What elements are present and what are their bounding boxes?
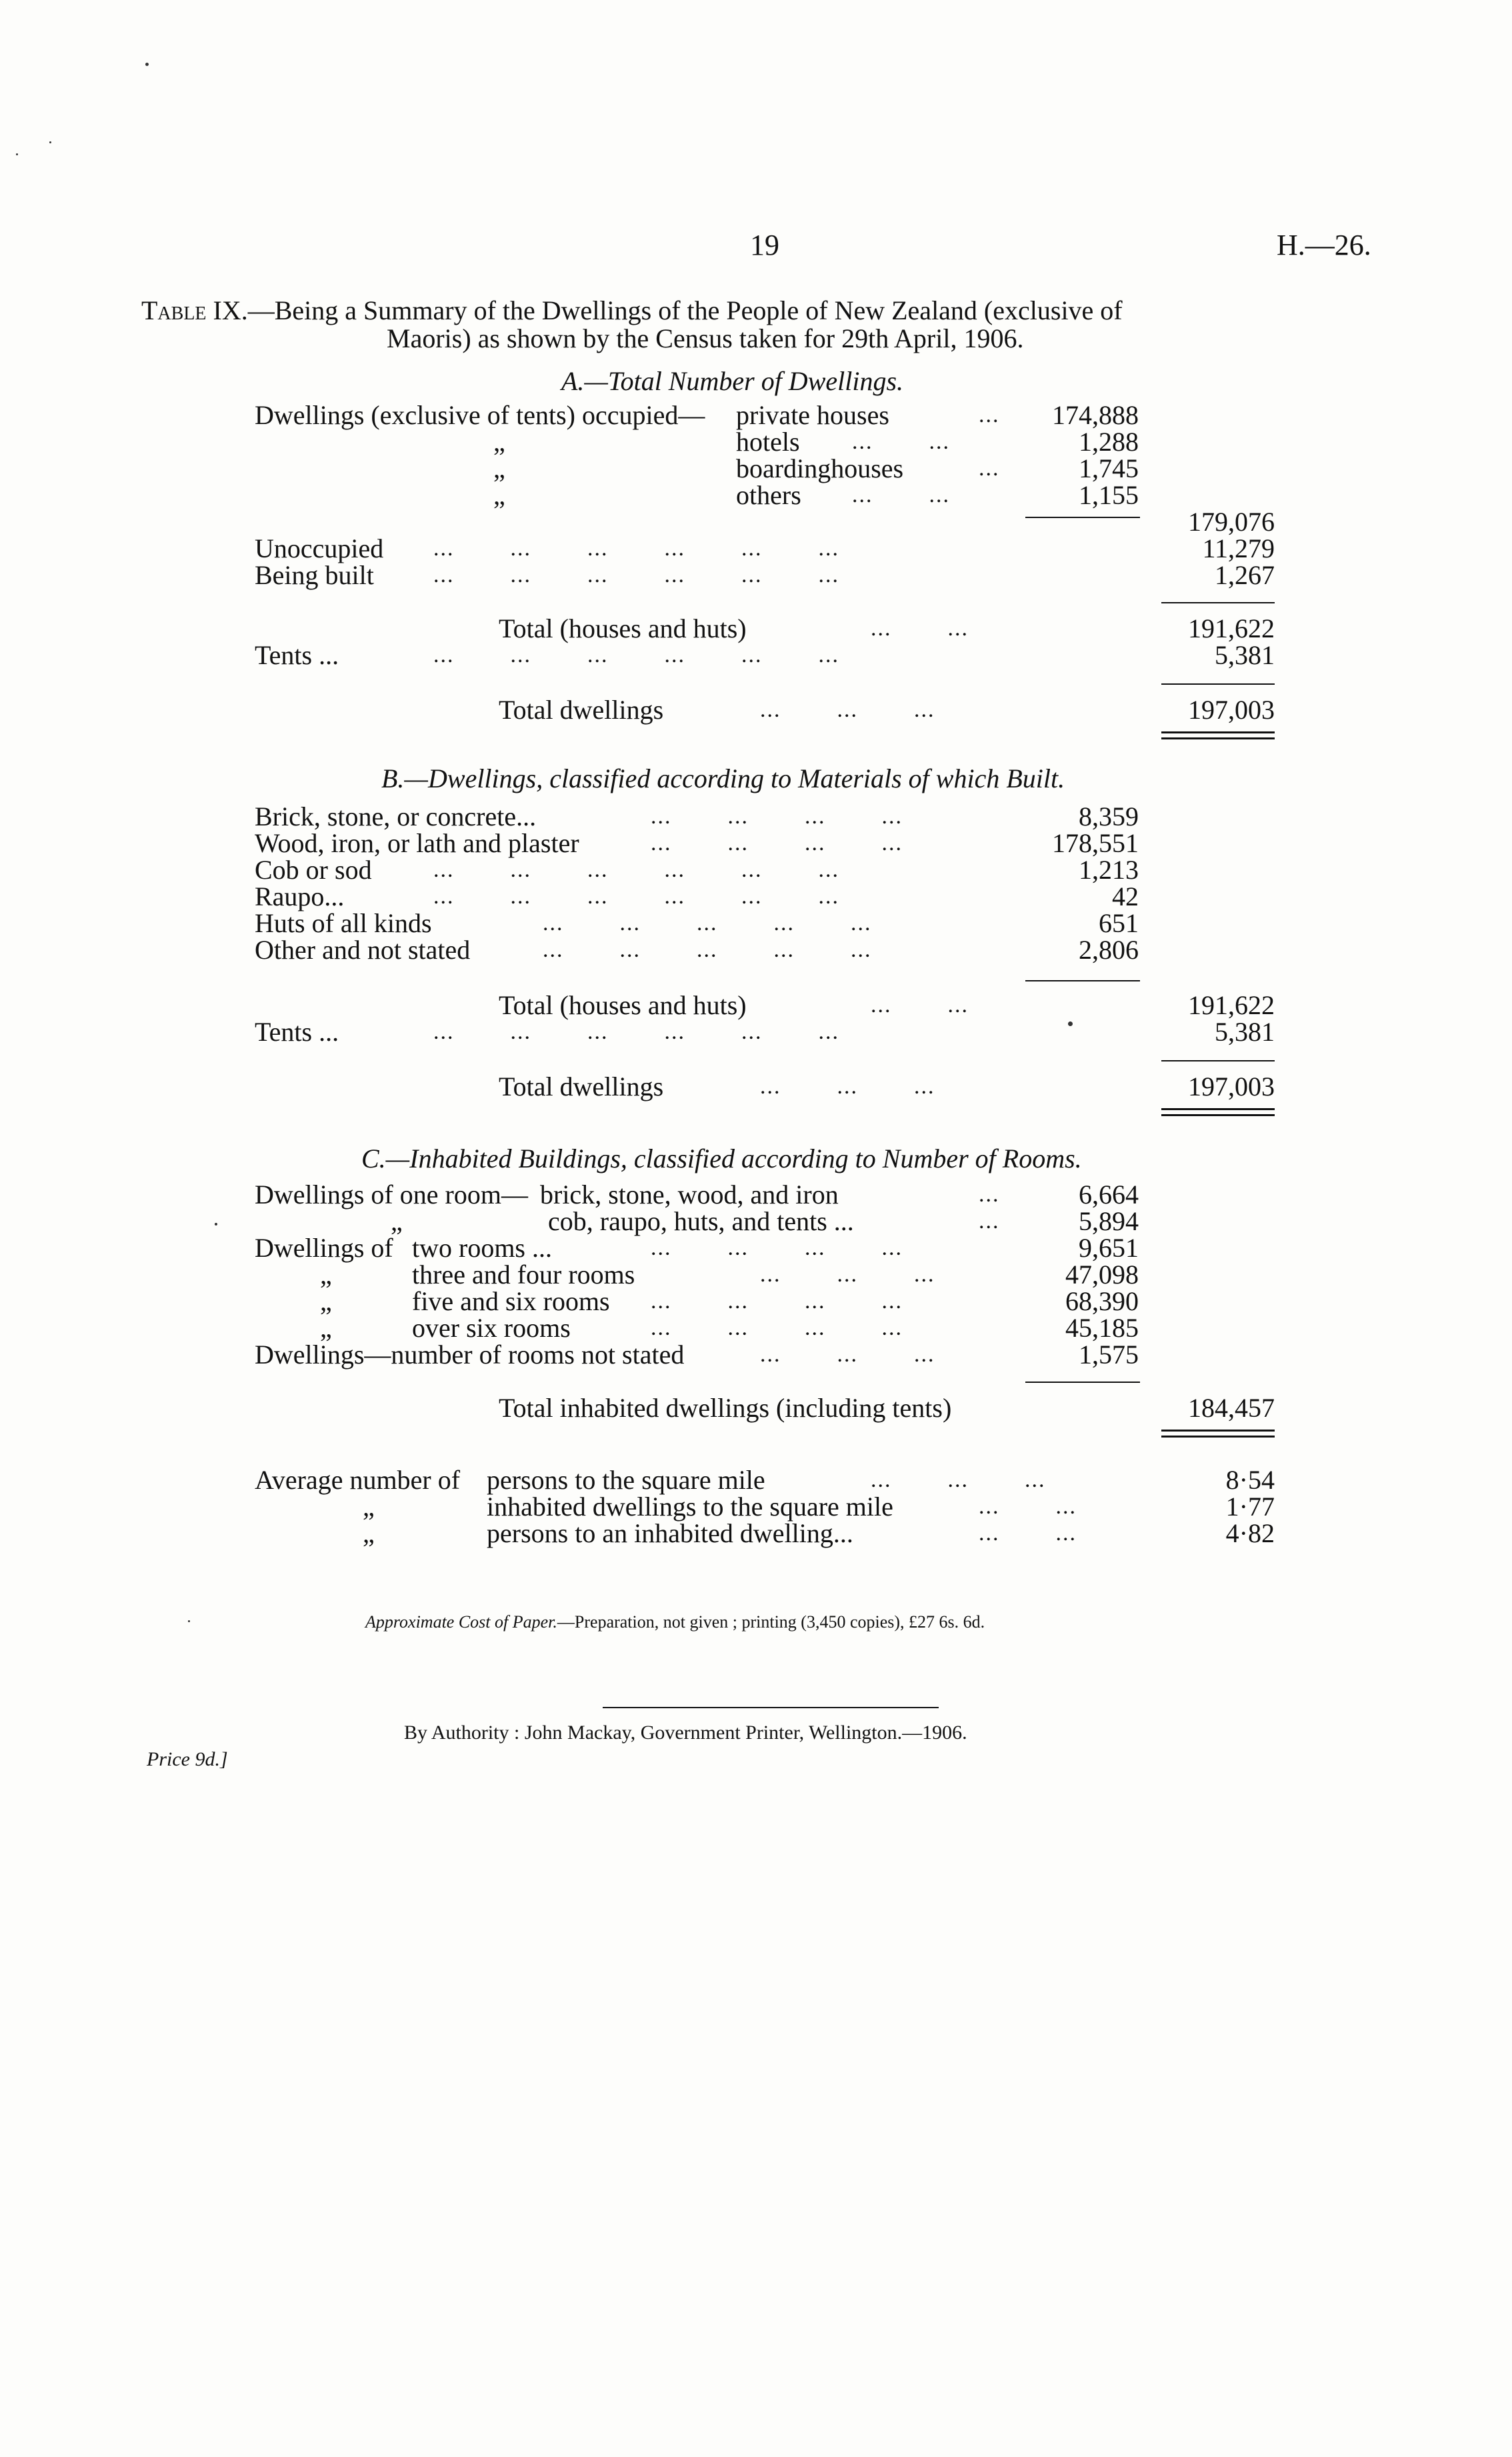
cost-note-text: —Preparation, not given ; printing (3,450 copies), £27 6s. 6d. <box>557 1612 985 1632</box>
one-room-label: Dwellings of one room— <box>255 1179 528 1209</box>
row-value: 45,185 <box>1065 1313 1139 1343</box>
total-inhabited-label: Total inhabited dwellings (including tents) <box>499 1393 952 1423</box>
row-label: five and six rooms <box>412 1286 610 1316</box>
leader-dots: ... ... ... ... ... <box>543 937 872 962</box>
row-label: hotels <box>736 427 800 457</box>
document-code: H.—26. <box>1277 229 1371 261</box>
leader-dots: ... ... <box>979 1521 1077 1546</box>
subtotal-rule <box>1025 517 1140 518</box>
not-stated-value: 1,575 <box>1079 1340 1139 1370</box>
leader-dots: ... ... ... ... ... ... <box>433 857 839 882</box>
row-value: 8,359 <box>1079 801 1139 831</box>
row-label: private houses <box>736 400 889 430</box>
cost-note-label: Approximate Cost of Paper. <box>365 1612 557 1632</box>
leader-dots: ... ... ... <box>760 1342 935 1367</box>
leader-dots: ... ... ... <box>760 1262 935 1287</box>
subtotal-rule <box>1025 1382 1140 1383</box>
scan-speck <box>49 141 51 143</box>
ditto-mark: „ <box>493 427 505 457</box>
scan-speck <box>215 1223 217 1225</box>
row-value: 9,651 <box>1079 1233 1139 1263</box>
average-row-value: 1·77 <box>1225 1492 1275 1522</box>
row-value: 1,213 <box>1079 855 1139 885</box>
authority-rule <box>603 1707 939 1708</box>
row-label: Raupo... <box>255 881 345 911</box>
total-rule <box>1161 1060 1275 1061</box>
tents-value: 5,381 <box>1215 640 1275 670</box>
average-row-label: persons to an inhabited dwelling... <box>487 1518 853 1548</box>
unoccupied-value: 11,279 <box>1202 533 1275 563</box>
row-value: 178,551 <box>1052 828 1139 858</box>
scan-speck <box>16 153 18 155</box>
average-row-value: 4·82 <box>1225 1518 1275 1548</box>
row-value: 174,888 <box>1052 400 1139 430</box>
row-value: 1,288 <box>1079 427 1139 457</box>
row-label: brick, stone, wood, and iron <box>540 1179 839 1209</box>
section-a-heading: A.—Total Number of Dwellings. <box>561 366 904 396</box>
section-b-heading: B.—Dwellings, classified according to Materials of which Built. <box>381 763 1065 793</box>
row-label: Wood, iron, or lath and plaster <box>255 828 579 858</box>
authority-line: By Authority : John Mackay, Government Printer, Wellington.—1906. <box>404 1722 967 1744</box>
row-value: 1,155 <box>1079 480 1139 510</box>
row-value: 42 <box>1112 881 1139 911</box>
rooms-lead-label: Dwellings of <box>255 1233 393 1263</box>
tents-label: Tents ... <box>255 640 339 670</box>
leader-dots: ... ... ... ... <box>651 831 903 855</box>
leader-dots: ... ... ... ... ... ... <box>433 884 839 909</box>
tents-value: 5,381 <box>1215 1017 1275 1047</box>
row-label: Brick, stone, or concrete... <box>255 801 537 831</box>
row-value: 2,806 <box>1079 935 1139 965</box>
row-value: 1,745 <box>1079 453 1139 483</box>
leader-dots: ... ... ... ... ... ... <box>433 563 839 587</box>
title-line-2: Maoris) as shown by the Census taken for 29th April, 1906. <box>387 323 1024 353</box>
being-built-label: Being built <box>255 560 374 590</box>
total-dwellings-label: Total dwellings <box>499 695 664 725</box>
total-dwellings-value: 197,003 <box>1188 1071 1275 1101</box>
table-title <box>141 297 1123 324</box>
occupied-total: 179,076 <box>1188 507 1275 537</box>
table-label: Table IX. <box>141 295 248 325</box>
ditto-mark: „ <box>493 453 505 483</box>
leader-dots: ... ... ... ... <box>651 1289 903 1314</box>
row-value: 6,664 <box>1079 1179 1139 1209</box>
row-label: over six rooms <box>412 1313 571 1343</box>
row-value: 47,098 <box>1065 1260 1139 1290</box>
ditto-mark: „ <box>493 480 505 510</box>
leader-dots: ... ... <box>852 483 950 507</box>
double-rule <box>1161 731 1275 733</box>
ditto-mark: „ <box>363 1492 375 1522</box>
double-rule <box>1161 737 1275 739</box>
row-label: two rooms ... <box>412 1233 552 1263</box>
ditto-mark: „ <box>391 1206 403 1236</box>
row-label: boardinghouses <box>736 453 904 483</box>
total-rule <box>1161 683 1275 685</box>
ditto-mark: „ <box>320 1313 332 1343</box>
leader-dots: ... ... ... <box>760 1074 935 1099</box>
double-rule <box>1161 1430 1275 1432</box>
row-label: Cob or sod <box>255 855 372 885</box>
total-houses-value: 191,622 <box>1188 990 1275 1020</box>
title-line-1: —Being a Summary of the Dwellings of the People of New Zealand (exclusive of <box>247 295 1123 325</box>
ditto-mark: „ <box>320 1286 332 1316</box>
leader-dots: ... ... ... ... ... ... <box>433 643 839 667</box>
double-rule <box>1161 1114 1275 1116</box>
leader-dots: ... ... ... <box>760 697 935 722</box>
leader-dots: ... ... ... ... ... ... <box>433 1019 839 1044</box>
row-value: 68,390 <box>1065 1286 1139 1316</box>
averages-lead: Average number of <box>255 1465 461 1495</box>
row-label: others <box>736 480 801 510</box>
leader-dots: ... <box>979 403 1000 427</box>
row-label: Other and not stated <box>255 935 471 965</box>
leader-dots: ... <box>979 1209 1000 1234</box>
leader-dots: ... ... ... ... ... <box>543 911 872 935</box>
double-rule <box>1161 1108 1275 1110</box>
subtotal-rule <box>1025 980 1140 981</box>
total-houses-label: Total (houses and huts) <box>499 990 747 1020</box>
leader-dots: ... ... <box>871 993 969 1017</box>
unoccupied-label: Unoccupied <box>255 533 384 563</box>
total-houses-value: 191,622 <box>1188 613 1275 643</box>
section-c-heading: C.—Inhabited Buildings, classified according to Number of Rooms. <box>361 1143 1082 1173</box>
scan-speck <box>1068 1021 1073 1026</box>
row-value: 651 <box>1099 908 1139 938</box>
average-row-value: 8·54 <box>1225 1465 1275 1495</box>
page-number: 19 <box>750 229 779 261</box>
row-label: three and four rooms <box>412 1260 635 1290</box>
leader-dots: ... ... ... ... <box>651 1316 903 1340</box>
not-stated-label: Dwellings—number of rooms not stated <box>255 1340 685 1370</box>
leader-dots: ... <box>979 456 1000 481</box>
leader-dots: ... ... ... <box>871 1468 1046 1492</box>
total-dwellings-value: 197,003 <box>1188 695 1275 725</box>
leader-dots: ... ... <box>979 1494 1077 1519</box>
total-houses-label: Total (houses and huts) <box>499 613 747 643</box>
scan-speck <box>145 63 149 66</box>
occupied-label: Dwellings (exclusive of tents) occupied— <box>255 400 705 430</box>
ditto-mark: „ <box>363 1518 375 1548</box>
average-row-label: inhabited dwellings to the square mile <box>487 1492 893 1522</box>
tents-label: Tents ... <box>255 1017 339 1047</box>
average-row-label: persons to the square mile <box>487 1465 765 1495</box>
leader-dots: ... <box>979 1182 1000 1207</box>
total-dwellings-label: Total dwellings <box>499 1071 664 1101</box>
scan-speck <box>188 1620 190 1622</box>
double-rule <box>1161 1436 1275 1438</box>
row-label: Huts of all kinds <box>255 908 432 938</box>
cost-note <box>365 1612 985 1632</box>
total-rule <box>1161 602 1275 603</box>
row-value: 5,894 <box>1079 1206 1139 1236</box>
price-label: Price 9d.] <box>147 1748 228 1770</box>
ditto-mark: „ <box>320 1260 332 1290</box>
leader-dots: ... ... ... ... ... ... <box>433 536 839 561</box>
leader-dots: ... ... ... ... <box>651 804 903 829</box>
leader-dots: ... ... ... ... <box>651 1236 903 1260</box>
leader-dots: ... ... <box>852 429 950 454</box>
being-built-value: 1,267 <box>1215 560 1275 590</box>
row-label: cob, raupo, huts, and tents ... <box>548 1206 854 1236</box>
total-inhabited-value: 184,457 <box>1188 1393 1275 1423</box>
leader-dots: ... ... <box>871 616 969 641</box>
